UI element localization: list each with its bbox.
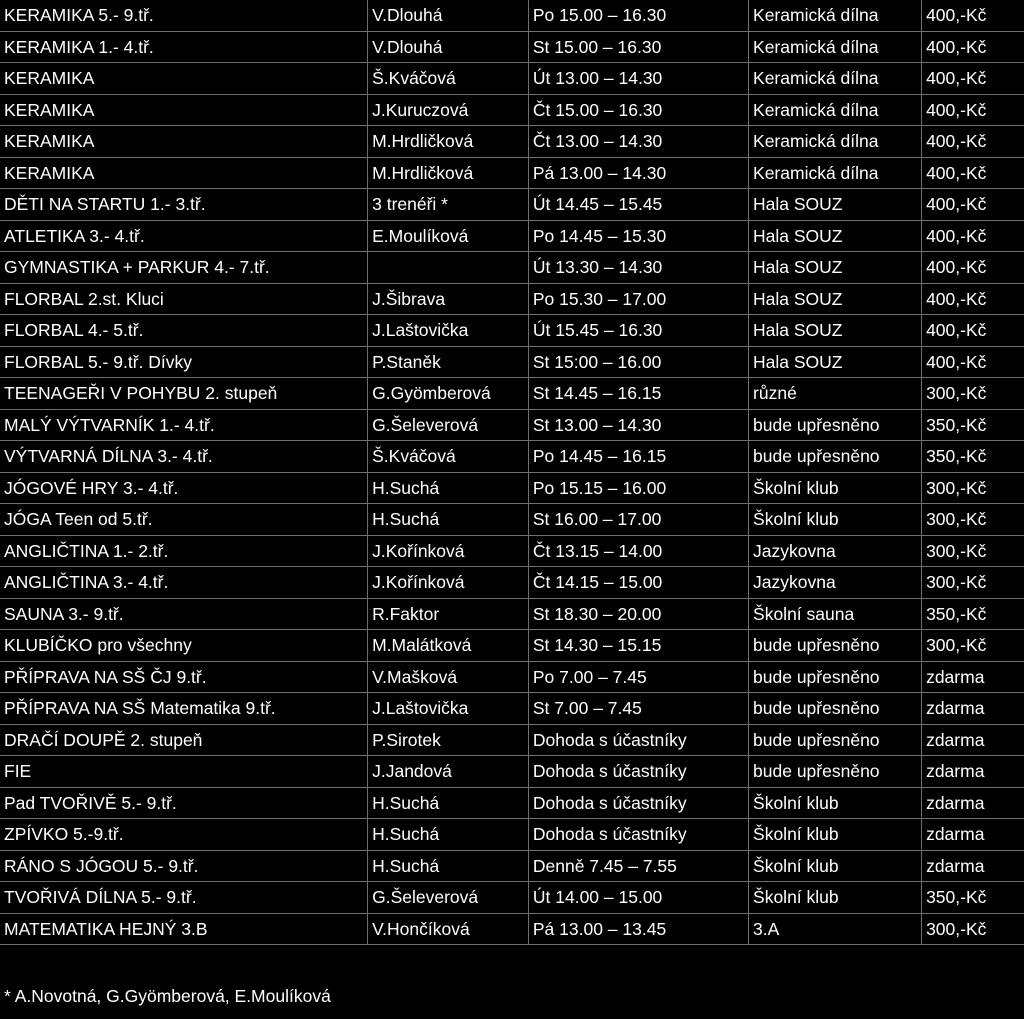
time-cell: Út 15.45 – 16.30 bbox=[528, 315, 748, 347]
room-cell: Keramická dílna bbox=[749, 126, 922, 158]
time-cell: Po 7.00 – 7.45 bbox=[528, 661, 748, 693]
teacher-cell: G.Gyömberová bbox=[368, 378, 529, 410]
teacher-cell: 3 trenéři * bbox=[368, 189, 529, 221]
price-cell: 350,-Kč bbox=[922, 598, 1024, 630]
time-cell: St 14.45 – 16.15 bbox=[528, 378, 748, 410]
time-cell: St 15.00 – 16.30 bbox=[528, 31, 748, 63]
table-row bbox=[0, 189, 1024, 221]
room-cell: bude upřesněno bbox=[749, 693, 922, 725]
table-row bbox=[0, 252, 1024, 284]
teacher-cell: H.Suchá bbox=[368, 787, 529, 819]
price-cell: 400,-Kč bbox=[922, 0, 1024, 31]
course-cell: PŘÍPRAVA NA SŠ Matematika 9.tř. bbox=[0, 693, 368, 725]
table-row bbox=[0, 31, 1024, 63]
course-cell: ANGLIČTINA 3.- 4.tř. bbox=[0, 567, 368, 599]
table-row bbox=[0, 598, 1024, 630]
course-cell: Pad TVOŘIVĚ 5.- 9.tř. bbox=[0, 787, 368, 819]
time-cell: Út 13.00 – 14.30 bbox=[528, 63, 748, 95]
room-cell: Hala SOUZ bbox=[749, 315, 922, 347]
course-cell: FLORBAL 5.- 9.tř. Dívky bbox=[0, 346, 368, 378]
room-cell: Keramická dílna bbox=[749, 31, 922, 63]
time-cell: St 15:00 – 16.00 bbox=[528, 346, 748, 378]
price-cell: zdarma bbox=[922, 819, 1024, 851]
course-cell: KERAMIKA bbox=[0, 157, 368, 189]
table-row bbox=[0, 472, 1024, 504]
room-cell: bude upřesněno bbox=[749, 661, 922, 693]
course-cell: TEENAGEŘI V POHYBU 2. stupeň bbox=[0, 378, 368, 410]
time-cell: Pá 13.00 – 13.45 bbox=[528, 913, 748, 945]
room-cell: různé bbox=[749, 378, 922, 410]
price-cell: 400,-Kč bbox=[922, 252, 1024, 284]
time-cell: St 16.00 – 17.00 bbox=[528, 504, 748, 536]
teacher-cell: M.Malátková bbox=[368, 630, 529, 662]
price-cell: zdarma bbox=[922, 693, 1024, 725]
price-cell: 300,-Kč bbox=[922, 472, 1024, 504]
course-cell: GYMNASTIKA + PARKUR 4.- 7.tř. bbox=[0, 252, 368, 284]
time-cell: Po 15.15 – 16.00 bbox=[528, 472, 748, 504]
time-cell: Út 14.00 – 15.00 bbox=[528, 882, 748, 914]
time-cell: St 14.30 – 15.15 bbox=[528, 630, 748, 662]
teacher-cell: P.Sirotek bbox=[368, 724, 529, 756]
table-row bbox=[0, 63, 1024, 95]
price-cell: 400,-Kč bbox=[922, 315, 1024, 347]
teacher-cell: V.Hončíková bbox=[368, 913, 529, 945]
course-cell: SAUNA 3.- 9.tř. bbox=[0, 598, 368, 630]
price-cell: 300,-Kč bbox=[922, 378, 1024, 410]
table-row bbox=[0, 346, 1024, 378]
course-cell: MALÝ VÝTVARNÍK 1.- 4.tř. bbox=[0, 409, 368, 441]
time-cell: Po 15.00 – 16.30 bbox=[528, 0, 748, 31]
table-row bbox=[0, 882, 1024, 914]
teacher-cell: G.Šeleverová bbox=[368, 409, 529, 441]
price-cell: 400,-Kč bbox=[922, 189, 1024, 221]
table-row bbox=[0, 661, 1024, 693]
table-row bbox=[0, 378, 1024, 410]
course-cell: MATEMATIKA HEJNÝ 3.B bbox=[0, 913, 368, 945]
teacher-cell: J.Kořínková bbox=[368, 535, 529, 567]
teacher-cell: J.Jandová bbox=[368, 756, 529, 788]
table-row bbox=[0, 535, 1024, 567]
course-cell: VÝTVARNÁ DÍLNA 3.- 4.tř. bbox=[0, 441, 368, 473]
price-cell: 300,-Kč bbox=[922, 535, 1024, 567]
teacher-cell: V.Mašková bbox=[368, 661, 529, 693]
course-cell: ANGLIČTINA 1.- 2.tř. bbox=[0, 535, 368, 567]
table-row bbox=[0, 567, 1024, 599]
course-cell: KERAMIKA bbox=[0, 94, 368, 126]
price-cell: 400,-Kč bbox=[922, 283, 1024, 315]
teacher-cell: H.Suchá bbox=[368, 819, 529, 851]
teacher-cell: H.Suchá bbox=[368, 504, 529, 536]
room-cell: bude upřesněno bbox=[749, 756, 922, 788]
price-cell: 350,-Kč bbox=[922, 882, 1024, 914]
teacher-cell bbox=[368, 252, 529, 284]
course-cell: FIE bbox=[0, 756, 368, 788]
time-cell: St 7.00 – 7.45 bbox=[528, 693, 748, 725]
table-row bbox=[0, 756, 1024, 788]
course-cell: KERAMIKA 5.- 9.tř. bbox=[0, 0, 368, 31]
table-row bbox=[0, 0, 1024, 31]
time-cell: Dohoda s účastníky bbox=[528, 724, 748, 756]
course-cell: RÁNO S JÓGOU 5.- 9.tř. bbox=[0, 850, 368, 882]
room-cell: bude upřesněno bbox=[749, 441, 922, 473]
teacher-cell: V.Dlouhá bbox=[368, 31, 529, 63]
footnote-trainers: * A.Novotná, G.Gyömberová, E.Moulíková bbox=[4, 986, 331, 1006]
time-cell: Po 14.45 – 15.30 bbox=[528, 220, 748, 252]
room-cell: Jazykovna bbox=[749, 535, 922, 567]
course-cell: FLORBAL 2.st. Kluci bbox=[0, 283, 368, 315]
room-cell: Hala SOUZ bbox=[749, 346, 922, 378]
time-cell: Čt 14.15 – 15.00 bbox=[528, 567, 748, 599]
table-row bbox=[0, 913, 1024, 945]
room-cell: Jazykovna bbox=[749, 567, 922, 599]
course-cell: DRAČÍ DOUPĚ 2. stupeň bbox=[0, 724, 368, 756]
teacher-cell: Š.Kváčová bbox=[368, 63, 529, 95]
room-cell: Hala SOUZ bbox=[749, 283, 922, 315]
room-cell: Hala SOUZ bbox=[749, 189, 922, 221]
room-cell: Keramická dílna bbox=[749, 157, 922, 189]
price-cell: zdarma bbox=[922, 724, 1024, 756]
course-cell: ZPÍVKO 5.-9.tř. bbox=[0, 819, 368, 851]
time-cell: Po 15.30 – 17.00 bbox=[528, 283, 748, 315]
teacher-cell: V.Dlouhá bbox=[368, 0, 529, 31]
table-row bbox=[0, 441, 1024, 473]
price-cell: zdarma bbox=[922, 787, 1024, 819]
price-cell: zdarma bbox=[922, 661, 1024, 693]
time-cell: Út 13.30 – 14.30 bbox=[528, 252, 748, 284]
price-cell: 300,-Kč bbox=[922, 567, 1024, 599]
teacher-cell: J.Šibrava bbox=[368, 283, 529, 315]
time-cell: Út 14.45 – 15.45 bbox=[528, 189, 748, 221]
course-cell: KERAMIKA bbox=[0, 126, 368, 158]
time-cell: Po 14.45 – 16.15 bbox=[528, 441, 748, 473]
table-row bbox=[0, 724, 1024, 756]
table-row bbox=[0, 94, 1024, 126]
table-row bbox=[0, 504, 1024, 536]
room-cell: Školní sauna bbox=[749, 598, 922, 630]
time-cell: Dohoda s účastníky bbox=[528, 819, 748, 851]
course-cell: KERAMIKA bbox=[0, 63, 368, 95]
table-row bbox=[0, 819, 1024, 851]
course-cell: TVOŘIVÁ DÍLNA 5.- 9.tř. bbox=[0, 882, 368, 914]
course-cell: FLORBAL 4.- 5.tř. bbox=[0, 315, 368, 347]
course-cell: PŘÍPRAVA NA SŠ ČJ 9.tř. bbox=[0, 661, 368, 693]
price-cell: zdarma bbox=[922, 756, 1024, 788]
teacher-cell: E.Moulíková bbox=[368, 220, 529, 252]
time-cell: Denně 7.45 – 7.55 bbox=[528, 850, 748, 882]
course-cell: JÓGOVÉ HRY 3.- 4.tř. bbox=[0, 472, 368, 504]
time-cell: Dohoda s účastníky bbox=[528, 756, 748, 788]
table-row bbox=[0, 787, 1024, 819]
room-cell: Keramická dílna bbox=[749, 94, 922, 126]
price-cell: 400,-Kč bbox=[922, 157, 1024, 189]
price-cell: 300,-Kč bbox=[922, 630, 1024, 662]
price-cell: 400,-Kč bbox=[922, 63, 1024, 95]
teacher-cell: G.Šeleverová bbox=[368, 882, 529, 914]
room-cell: Školní klub bbox=[749, 787, 922, 819]
table-row bbox=[0, 409, 1024, 441]
time-cell: St 18.30 – 20.00 bbox=[528, 598, 748, 630]
room-cell: 3.A bbox=[749, 913, 922, 945]
course-cell: KERAMIKA 1.- 4.tř. bbox=[0, 31, 368, 63]
price-cell: 400,-Kč bbox=[922, 31, 1024, 63]
room-cell: Školní klub bbox=[749, 882, 922, 914]
time-cell: Čt 15.00 – 16.30 bbox=[528, 94, 748, 126]
teacher-cell: J.Kuruczová bbox=[368, 94, 529, 126]
table-row bbox=[0, 126, 1024, 158]
price-cell: 300,-Kč bbox=[922, 913, 1024, 945]
time-cell: Pá 13.00 – 14.30 bbox=[528, 157, 748, 189]
teacher-cell: P.Staněk bbox=[368, 346, 529, 378]
room-cell: Keramická dílna bbox=[749, 0, 922, 31]
table-row bbox=[0, 850, 1024, 882]
price-cell: zdarma bbox=[922, 850, 1024, 882]
time-cell: Čt 13.15 – 14.00 bbox=[528, 535, 748, 567]
teacher-cell: H.Suchá bbox=[368, 850, 529, 882]
course-cell: JÓGA Teen od 5.tř. bbox=[0, 504, 368, 536]
time-cell: St 13.00 – 14.30 bbox=[528, 409, 748, 441]
course-cell: ATLETIKA 3.- 4.tř. bbox=[0, 220, 368, 252]
room-cell: bude upřesněno bbox=[749, 409, 922, 441]
table-row bbox=[0, 315, 1024, 347]
teacher-cell: M.Hrdličková bbox=[368, 126, 529, 158]
room-cell: bude upřesněno bbox=[749, 630, 922, 662]
room-cell: Hala SOUZ bbox=[749, 252, 922, 284]
course-cell: KLUBÍČKO pro všechny bbox=[0, 630, 368, 662]
teacher-cell: R.Faktor bbox=[368, 598, 529, 630]
table-row bbox=[0, 220, 1024, 252]
room-cell: Školní klub bbox=[749, 472, 922, 504]
room-cell: bude upřesněno bbox=[749, 724, 922, 756]
room-cell: Školní klub bbox=[749, 850, 922, 882]
room-cell: Hala SOUZ bbox=[749, 220, 922, 252]
table-row bbox=[0, 157, 1024, 189]
price-cell: 400,-Kč bbox=[922, 94, 1024, 126]
room-cell: Školní klub bbox=[749, 819, 922, 851]
price-cell: 350,-Kč bbox=[922, 409, 1024, 441]
price-cell: 400,-Kč bbox=[922, 126, 1024, 158]
time-cell: Dohoda s účastníky bbox=[528, 787, 748, 819]
time-cell: Čt 13.00 – 14.30 bbox=[528, 126, 748, 158]
teacher-cell: J.Laštovička bbox=[368, 693, 529, 725]
teacher-cell: Š.Kváčová bbox=[368, 441, 529, 473]
price-cell: 350,-Kč bbox=[922, 441, 1024, 473]
table-row bbox=[0, 283, 1024, 315]
teacher-cell: H.Suchá bbox=[368, 472, 529, 504]
price-cell: 400,-Kč bbox=[922, 346, 1024, 378]
price-cell: 300,-Kč bbox=[922, 504, 1024, 536]
teacher-cell: M.Hrdličková bbox=[368, 157, 529, 189]
room-cell: Školní klub bbox=[749, 504, 922, 536]
table-row bbox=[0, 693, 1024, 725]
price-cell: 400,-Kč bbox=[922, 220, 1024, 252]
room-cell: Keramická dílna bbox=[749, 63, 922, 95]
teacher-cell: J.Kořínková bbox=[368, 567, 529, 599]
course-cell: DĚTI NA STARTU 1.- 3.tř. bbox=[0, 189, 368, 221]
table-row bbox=[0, 630, 1024, 662]
teacher-cell: J.Laštovička bbox=[368, 315, 529, 347]
